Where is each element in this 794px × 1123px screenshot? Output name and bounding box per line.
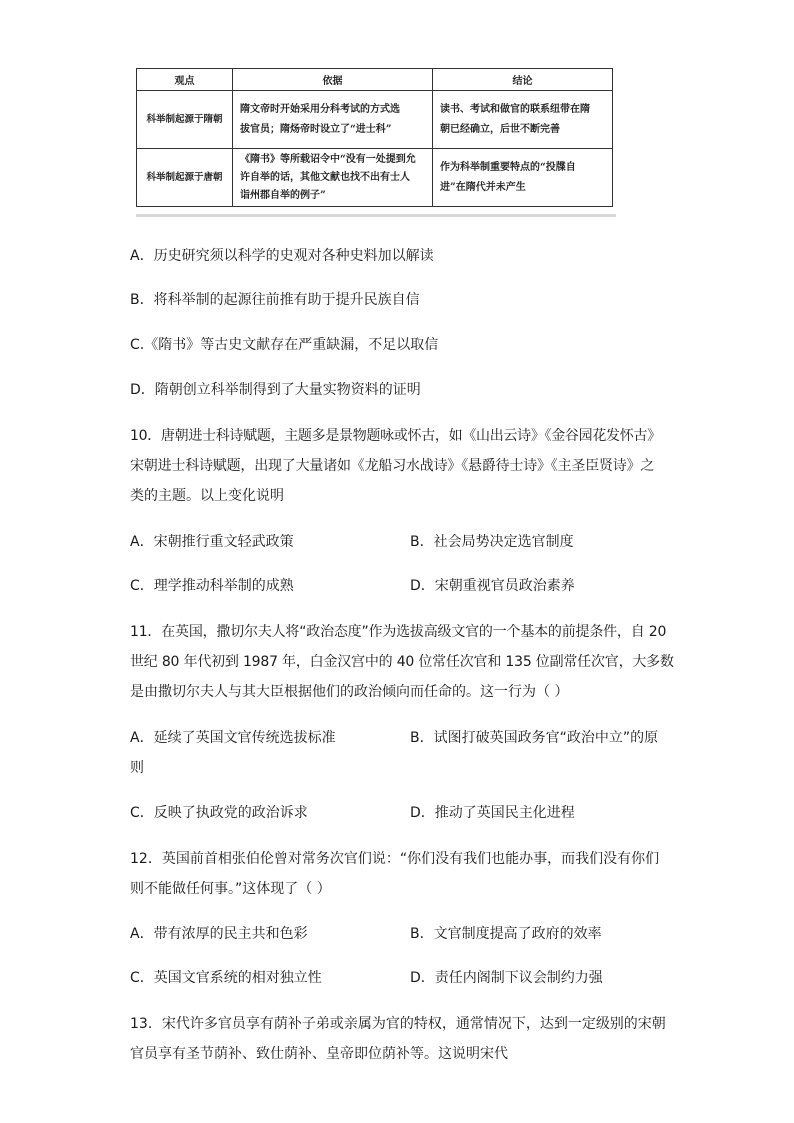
q12-option-b[interactable]: B．文官制度提高了政府的效率: [410, 926, 602, 942]
header-basis: 依据: [233, 69, 433, 91]
q11-stem-line3: 是由撒切尔夫人与其大臣根据他们的政治倾向而任命的。这一行为（ ）: [130, 684, 569, 700]
row2-basis-line2: 许自举的话，其他文献也找不出有士人: [240, 171, 410, 183]
row1-basis: [233, 91, 433, 149]
q9-option-c[interactable]: C.《隋书》等古史文献存在严重缺漏，不足以取信: [130, 337, 439, 353]
q12-option-a[interactable]: A．带有浓厚的民主共和色彩: [130, 926, 308, 942]
q11-option-b[interactable]: B．试图打破英国政务官“政治中立”的原: [410, 730, 659, 746]
q12-option-d[interactable]: D．责任内阁制下议会制约力强: [410, 970, 603, 986]
q11-stem-line1: 11．在英国，撒切尔夫人将“政治态度”作为选拔高级文官的一个基本的前提条件，自 20: [130, 624, 667, 640]
q13-stem-line1: 13．宋代许多官员享有荫补子弟或亲属为官的特权，通常情况下，达到一定级别的宋朝: [130, 1016, 666, 1032]
row2-basis: [233, 149, 433, 207]
scanned-table-image: [136, 68, 612, 207]
header-viewpoint: 观点: [137, 69, 233, 91]
q10-option-c[interactable]: C．理学推动科举制的成熟: [130, 578, 294, 594]
viewpoint-table: [136, 68, 613, 207]
row1-conclusion: [433, 91, 613, 149]
row2-view: 科举制起源于唐朝: [137, 149, 233, 207]
row2-conclusion-line2: 进”在隋代并未产生: [440, 181, 526, 193]
table-row: [137, 149, 613, 207]
row2-basis-line3: 诣州郡自举的例子”: [240, 189, 326, 201]
q9-option-a[interactable]: A．历史研究须以科学的史观对各种史料加以解读: [130, 248, 434, 264]
q11-option-a[interactable]: A．延续了英国文官传统选拔标准: [130, 730, 336, 746]
q10-option-d[interactable]: D．宋朝重视官员政治素养: [410, 578, 575, 594]
q11-option-d[interactable]: D．推动了英国民主化进程: [410, 805, 575, 821]
q12-option-c[interactable]: C．英国文官系统的相对独立性: [130, 970, 322, 986]
row1-conclusion-line1: 读书、考试和做官的联系纽带在隋: [440, 103, 590, 115]
table-scan-edge: [136, 214, 616, 217]
q10-stem-line3: 类的主题。以上变化说明: [130, 488, 284, 504]
header-conclusion: 结论: [433, 69, 613, 91]
table-row: [137, 91, 613, 149]
q10-option-b[interactable]: B．社会局势决定选官制度: [410, 534, 574, 550]
q11-option-b-cont: 则: [130, 760, 144, 776]
row1-basis-line2: 拔官员；隋炀帝时设立了“进士科”: [240, 123, 392, 135]
q9-option-b[interactable]: B．将科举制的起源往前推有助于提升民族自信: [130, 292, 420, 308]
q9-option-d[interactable]: D．隋朝创立科举制得到了大量实物资料的证明: [130, 382, 421, 398]
table-header-row: [137, 69, 613, 91]
row1-conclusion-line2: 朝已经确立，后世不断完善: [440, 123, 560, 135]
q11-option-c[interactable]: C．反映了执政党的政治诉求: [130, 805, 308, 821]
q10-stem-line1: 10．唐朝进士科诗赋题，主题多是景物题咏或怀古，如《山出云诗》《金谷园花发怀古》: [130, 428, 661, 444]
row2-conclusion: [433, 149, 613, 207]
q10-stem-line2: 宋朝进士科诗赋题，出现了大量诸如《龙船习水战诗》《悬爵待士诗》《主圣臣贤诗》之: [130, 458, 655, 474]
row2-conclusion-line1: 作为科举制重要特点的“投牒自: [440, 161, 576, 173]
q12-stem-line1: 12．英国前首相张伯伦曾对常务次官们说：“你们没有我们也能办事，而我们没有你们: [130, 851, 660, 867]
q13-stem-line2: 官员享有圣节荫补、致仕荫补、皇帝即位荫补等。这说明宋代: [130, 1046, 508, 1062]
q10-option-a[interactable]: A．宋朝推行重文轻武政策: [130, 534, 294, 550]
q12-stem-line2: 则不能做任何事。”这体现了（ ）: [130, 881, 331, 897]
row1-basis-line1: 隋文帝时开始采用分科考试的方式选: [240, 103, 400, 115]
row2-basis-line1: 《隋书》等所载诏令中“没有一处提到允: [240, 153, 416, 165]
row1-view: 科举制起源于隋朝: [137, 91, 233, 149]
q11-stem-line2: 世纪 80 年代初到 1987 年，白金汉宫中的 40 位常任次官和 135 位副常任次官，大多数: [130, 654, 674, 670]
